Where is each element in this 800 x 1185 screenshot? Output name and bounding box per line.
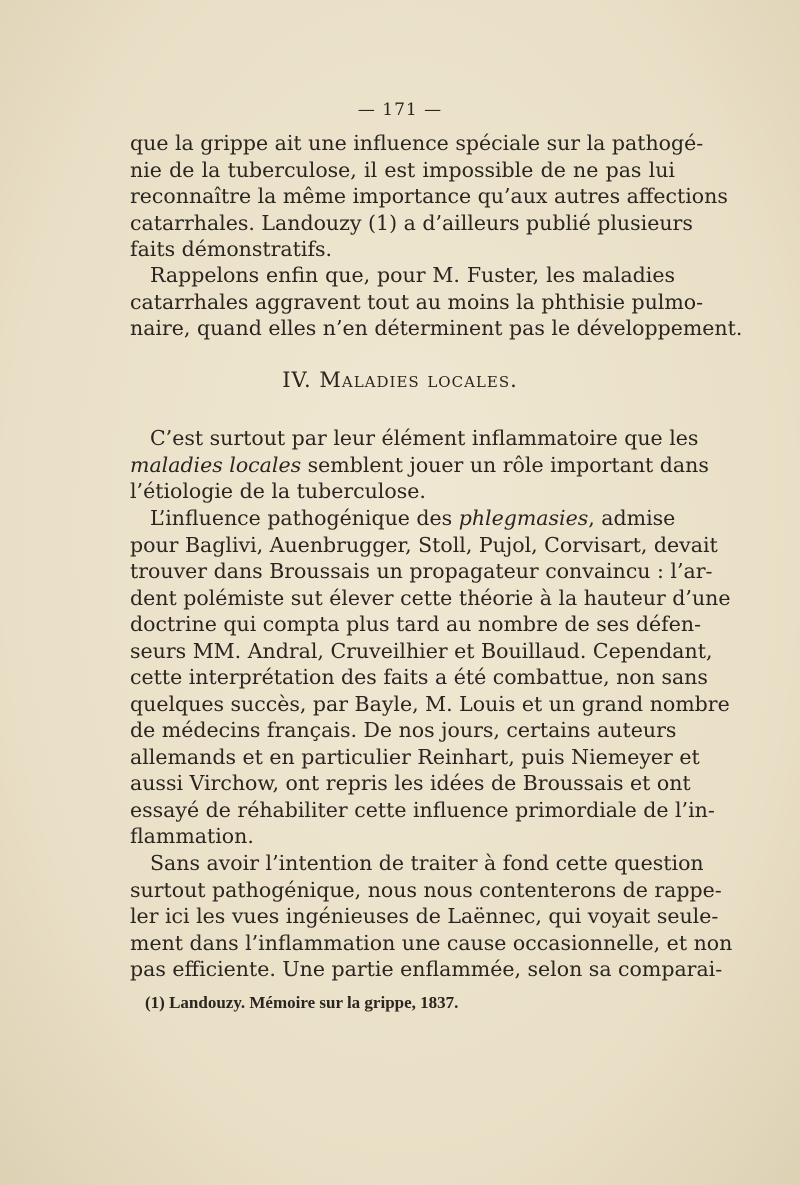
text-line [130,452,709,479]
text-line: doctrine qui compta plus tard au nombre de ses défen- [130,612,702,636]
text-line: surtout pathogénique, nous nous contenterons de rappe- [130,877,722,902]
text-line: que la grippe ait une influence spéciale sur la pathogé- [130,131,704,155]
text-line: cette interprétation des faits a été combattue, non sans [130,665,708,689]
text-line [130,505,675,532]
text-line: Sans avoir l’intention de traiter à fond cette question [150,851,704,875]
text-line: C’est surtout par leur élément inflammatoire que les [150,426,699,450]
text-line: flammation. [130,824,254,848]
section-heading: IV. Maladies locales. [282,368,518,392]
text-line: naire, quand elles n’en déterminent pas le développement. [130,316,743,340]
text-line: quelques succès, par Bayle, M. Louis et un grand nombre [130,691,730,716]
text-line: allemands et en particulier Reinhart, puis Niemeyer et [130,744,700,769]
text-line: catarrhales. Landouzy (1) a d’ailleurs publié plusieurs [130,210,693,235]
italic-term: phlegmasies [458,506,589,530]
text-line: faits démonstratifs. [130,237,333,261]
text-line: ler ici les vues ingénieuses de Laënnec, qui voyait seule- [130,904,719,928]
text-line: Rappelons enfin que, pour M. Fuster, les maladies [150,263,675,287]
page-number: — 171 — [357,100,443,120]
paragraph-laennec [130,850,733,983]
text-fragment: , admise [588,506,676,530]
text-line: ment dans l’inflammation une cause occasionnelle, et non [130,930,733,955]
text-line: de médecins français. De nos jours, certains auteurs [130,718,677,742]
text-line: pas efficiente. Une partie enflammée, selon sa comparai- [130,957,723,981]
text-line: l’étiologie de la tuberculose. [130,479,426,503]
text-line: pour Baglivi, Auenbrugger, Stoll, Pujol, Corvisart, devait [130,532,718,557]
text-line: nie de la tuberculose, il est impossible de ne pas lui [130,157,675,182]
text-fragment: semblent jouer un rôle important dans [301,452,709,477]
paragraph-grippe [130,130,728,263]
text-line: dent polémiste sut élever cette théorie à la hauteur d’une [130,585,731,610]
text-line: trouver dans Broussais un propagateur convaincu : l’ar- [130,559,713,583]
text-fragment: L’influence pathogénique des [150,506,459,530]
paragraph-phlegmasies [130,505,731,850]
footnote: (1) Landouzy. Mémoire sur la grippe, 1837. [145,993,459,1012]
paragraph-fuster [130,262,743,342]
text-line: essayé de réhabiliter cette influence primordiale de l’in- [130,797,715,822]
text-line: catarrhales aggravent tout au moins la phthisie pulmo- [130,289,704,314]
italic-term: maladies locales [130,452,302,477]
paragraph-maladies-locales [130,425,709,505]
text-line: aussi Virchow, ont repris les idées de Broussais et ont [130,771,691,795]
text-line: reconnaître la même importance qu’aux autres affections [130,184,728,208]
text-line: seurs MM. Andral, Cruveilhier et Bouillaud. Cependant, [130,638,713,663]
